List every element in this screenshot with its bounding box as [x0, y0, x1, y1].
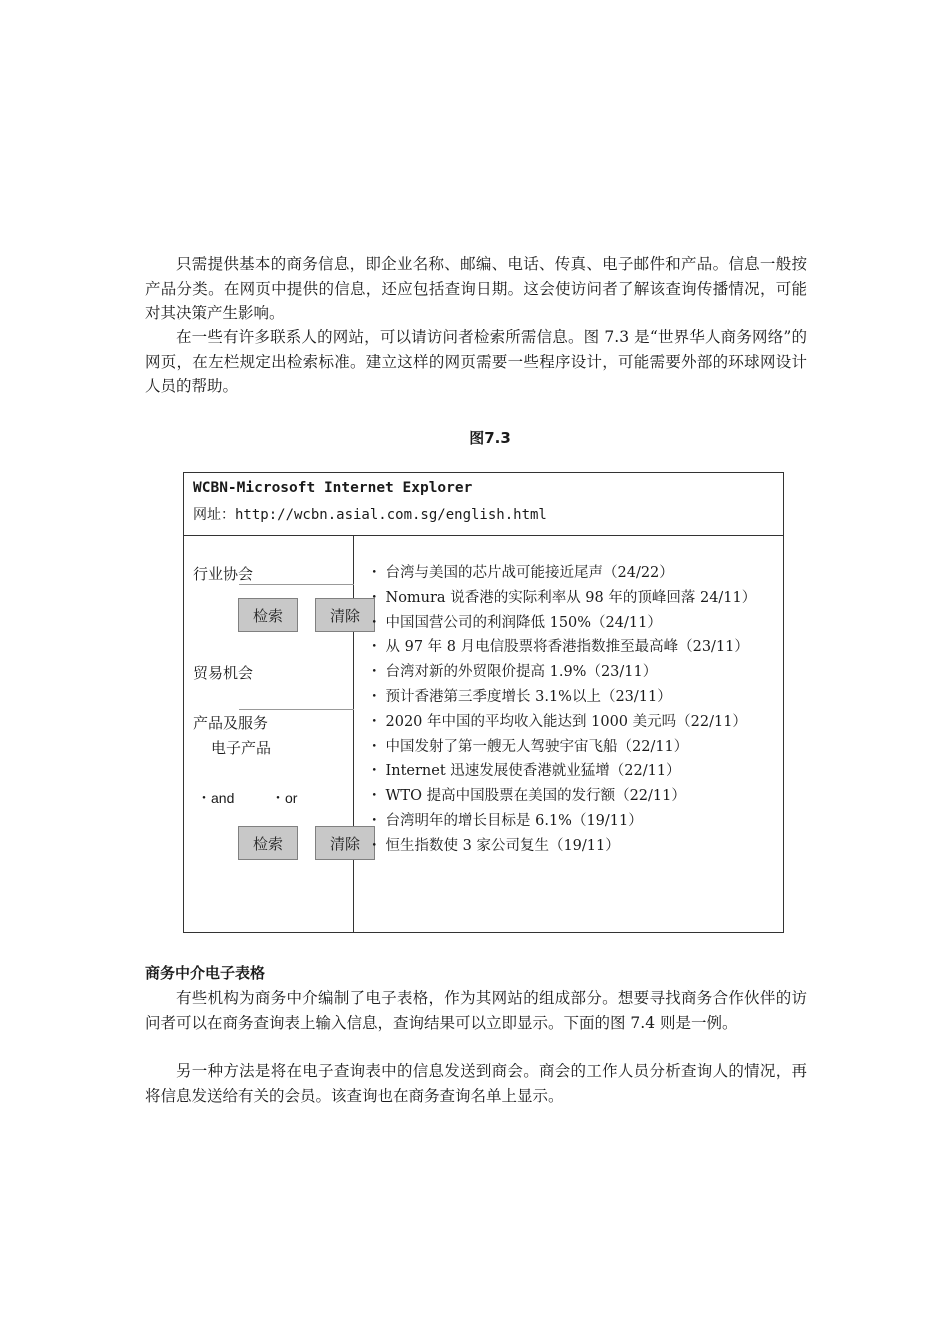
search-button[interactable]: 检索	[238, 826, 298, 860]
news-item[interactable]	[367, 834, 777, 859]
news-headline: 从 97 年 8 月电信股票将香港指数推至最高峰（23/11）	[385, 639, 749, 656]
news-item[interactable]	[367, 809, 777, 834]
news-item[interactable]	[367, 784, 777, 809]
search-button[interactable]: 检索	[238, 598, 298, 632]
intro-paragraph-1: 只需提供基本的商务信息，即企业名称、邮编、电话、传真、电子邮件和产品。信息一般按产品分类。在网页中提供的信息，还应包括查询日期。这会使访问者了解该查询传播情况，可能对其决策产生影响。	[145, 255, 807, 322]
bullet: ・	[367, 763, 382, 780]
browser-window-figure	[183, 472, 784, 933]
category-trade-opportunities[interactable]: 贸易机会	[193, 664, 254, 682]
bullet: ・	[367, 713, 382, 730]
section-heading: 商务中介电子表格	[145, 964, 266, 982]
news-headline: 台湾对新的外贸限价提高 1.9%（23/11）	[385, 664, 658, 681]
news-item[interactable]	[367, 759, 777, 784]
news-headline: 台湾与美国的芯片战可能接近尾声（24/22）	[385, 565, 674, 581]
bullet: ・	[367, 688, 382, 705]
news-item[interactable]	[367, 586, 777, 611]
section-paragraph-1: 有些机构为商务中介编制了电子表格，作为其网站的组成部分。想要寻找商务合作伙伴的访问者可以在商务查询表上输入信息，查询结果可以立即显示。下面的图 7.4 则是一例。	[145, 989, 807, 1032]
news-item[interactable]	[367, 561, 777, 586]
column-divider	[353, 535, 354, 932]
news-headline: 预计香港第三季度增长 3.1%以上（23/11）	[385, 688, 672, 705]
bullet: ・	[367, 589, 382, 606]
field-underline	[239, 584, 354, 585]
window-title: WCBN-Microsoft Internet Explorer	[193, 480, 473, 496]
news-headline: Nomura 说香港的实际利率从 98 年的顶峰回落 24/11）	[385, 589, 757, 606]
news-item[interactable]	[367, 685, 777, 710]
option-and[interactable]: ・and	[197, 790, 235, 806]
news-item[interactable]	[367, 611, 777, 636]
news-list	[367, 561, 777, 859]
news-headline: Internet 迅速发展使香港就业猛增（22/11）	[385, 763, 681, 780]
intro-paragraph-2: 在一些有许多联系人的网站，可以请访问者检索所需信息。图 7.3 是“世界华人商务网络”的网页，在左栏规定出检索标准。建立这样的网页需要一些程序设计，可能需要外部的环球网设计人员的帮助。	[145, 328, 807, 395]
news-headline: 恒生指数使 3 家公司复生（19/11）	[385, 837, 620, 854]
figure-caption: 图7.3	[469, 429, 511, 447]
bullet: ・	[367, 738, 382, 755]
bullet: ・	[367, 664, 382, 681]
option-or[interactable]: ・or	[271, 790, 298, 806]
news-item[interactable]	[367, 710, 777, 735]
news-headline: 2020 年中国的平均收入能达到 1000 美元吗（22/11）	[385, 713, 747, 730]
news-headline: 台湾明年的增长目标是 6.1%（19/11）	[385, 812, 643, 829]
bullet: ・	[367, 837, 382, 854]
title-bar	[184, 473, 783, 536]
bullet: ・	[367, 788, 382, 805]
category-industry-associations[interactable]: 行业协会	[193, 565, 254, 583]
subcategory-electronics[interactable]: 电子产品	[211, 739, 272, 757]
clear-button[interactable]: 清除	[315, 598, 375, 632]
news-headline: WTO 提高中国股票在美国的发行额（22/11）	[385, 788, 686, 805]
category-products-services[interactable]: 产品及服务	[193, 714, 269, 732]
news-item[interactable]	[367, 735, 777, 760]
bullet: ・	[367, 639, 382, 656]
section-paragraph-2: 另一种方法是将在电子查询表中的信息发送到商会。商会的工作人员分析查询人的情况，再将信息发送给有关的会员。该查询也在商务查询名单上显示。	[145, 1062, 807, 1105]
news-headline: 中国发射了第一艘无人驾驶宇宙飞船（22/11）	[385, 738, 689, 755]
news-headline: 中国国营公司的利润降低 150%（24/11）	[385, 614, 662, 631]
field-underline	[239, 709, 354, 710]
clear-button[interactable]: 清除	[315, 826, 375, 860]
news-item[interactable]	[367, 660, 777, 685]
news-item[interactable]	[367, 635, 777, 660]
bullet: ・	[367, 614, 382, 631]
bullet: ・	[367, 565, 382, 581]
bullet: ・	[367, 812, 382, 829]
address-bar[interactable]: 网址：http://wcbn.asial.com.sg/english.html	[193, 507, 547, 523]
